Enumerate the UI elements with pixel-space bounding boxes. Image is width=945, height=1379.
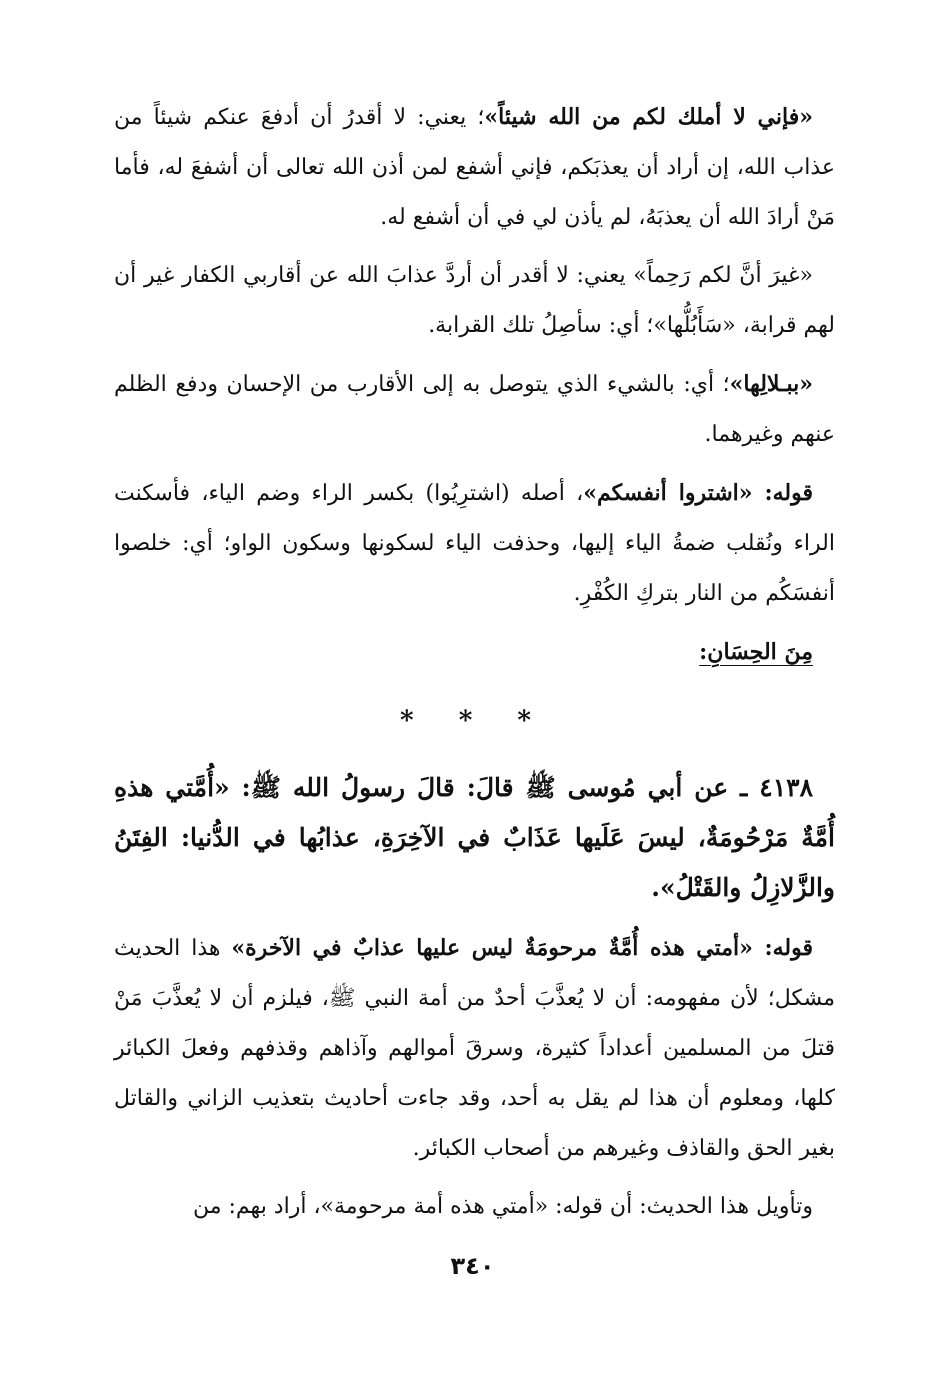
quote-highlight: قوله: «أمتي هذه أُمَّةٌ مرحومَةٌ ليس عليها عذابٌ في الآخرة» xyxy=(231,935,813,961)
commentary-text: هذا الحديث مشكل؛ لأن مفهومه: أن لا يُعذَّبَ أحدٌ من أمة النبي ﷺ، فيلزم أن لا يُعذَّبَ مَنْ قتلَ من المسلمين أعداداً كثيرة، وسرقَ أموالهم وآذاهم وقذفهم وفعلَ الكبائر كلها، ومعلوم أن هذا لم يقل به أحد، وقد جاءت أحاديث بتعذيب الزاني والقاتل بغير الحق والقاذف وغيرهم من أصحاب الكبائر. xyxy=(114,936,835,1161)
hadith-text: ٤١٣٨ ـ عن أبي مُوسى ﷺ قالَ: قالَ رسولُ الله ﷺ: «أُمَّتي هذهِ أُمَّةٌ مَرْحُومَةٌ، ليسَ عَلَيها عَذَابٌ في الآخِرَةِ، عذابُها في الدُّنيا: الفِتَنُ والزَّلازِلُ والقَتْلُ». xyxy=(114,773,835,902)
commentary-text: ؛ يعني: لا أقدرُ أن أدفعَ عنكم شيئاً من عذاب الله، إن أراد أن يعذبَكم، فإني أشفع لمن أذن الله تعالى أن أشفعَ له، فأما مَنْ أرادَ الله أن يعذبَهُ، لم يأذن لي في أن أشفع له. xyxy=(114,105,835,230)
section-heading: مِنَ الحِسَانِ: xyxy=(699,639,813,665)
commentary-text: ؛ أي: بالشيء الذي يتوصل به إلى الأقارب من الإحسان ودفع الظلم عنهم وغيرهما. xyxy=(114,372,835,447)
commentary-text: «غيرَ أنَّ لكم رَحِماً» يعني: لا أقدر أن أردَّ عذابَ الله عن أقاربي الكفار غير أن لهم قرابة، «سَأَبُلُّها»؛ أي: سأصِلُ تلك القرابة. xyxy=(114,263,835,338)
paragraph-2 xyxy=(114,251,835,351)
quote-highlight: قوله: «اشتروا أنفسكم» xyxy=(583,480,813,506)
paragraph-5 xyxy=(114,923,835,1174)
page-number: ٣٤٠ xyxy=(450,1252,495,1280)
paragraph-6 xyxy=(114,1182,835,1232)
quote-highlight: «فإني لا أملك لكم من الله شيئاً» xyxy=(484,104,813,130)
quote-highlight: «ببـلالِها» xyxy=(729,371,813,397)
commentary-text: ، أصله (اشترِيُوا) بكسر الراء وضم الياء، فأسكنت الراء ونُقلب ضمةُ الياء إليها، وحذفت الياء لسكونها وسكون الواو؛ أي: خلصوا أنفسَكُم من النار بتركِ الكُفْرِ. xyxy=(114,481,835,606)
paragraph-4 xyxy=(114,468,835,619)
paragraph-3 xyxy=(114,359,835,460)
commentary-text: وتأويل هذا الحديث: أن قوله: «أمتي هذه أمة مرحومة»، أراد بهم: من xyxy=(192,1194,813,1219)
asterism-separator: * * * xyxy=(400,706,549,736)
page-body xyxy=(114,92,835,1240)
paragraph-1 xyxy=(114,92,835,243)
